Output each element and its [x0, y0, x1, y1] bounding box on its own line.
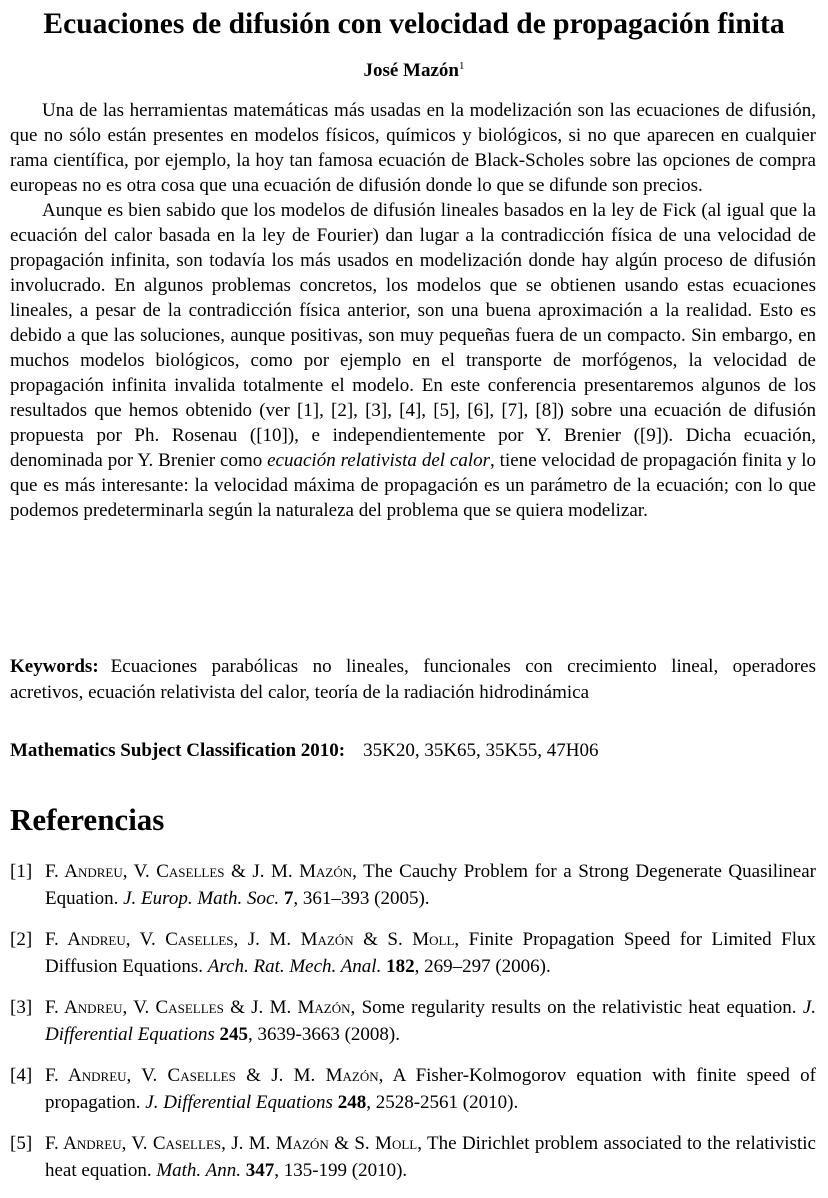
reference-item: [4] F. Andreu, V. Caselles & J. M. Mazón, A Fisher-Kolmogorov equation with finite speed of propagation. J. Differential Equations 248, 2528-2561 (2010). — [10, 1062, 816, 1116]
reference-title: A Fisher-Kolmogorov equation with finite speed of propagation. — [45, 1065, 816, 1113]
reference-item: [2] F. Andreu, V. Caselles, J. M. Mazón & S. Moll, Finite Propagation Speed for Limited Flux Diffusion Equations. Arch. Rat. Mech. Anal. 182, 269–297 (2006). — [10, 926, 816, 980]
reference-item: [1] F. Andreu, V. Caselles & J. M. Mazón, The Cauchy Problem for a Strong Degenerate Quasilinear Equation. J. Europ. Math. Soc. 7, 361–393 (2005). — [10, 858, 816, 912]
reference-journal: Arch. Rat. Mech. Anal. — [207, 956, 382, 977]
reference-number: [3] — [10, 997, 33, 1018]
reference-number: [4] — [10, 1065, 33, 1086]
reference-number: [5] — [10, 1133, 33, 1154]
reference-item: [5] F. Andreu, V. Caselles, J. M. Mazón & S. Moll, The Dirichlet problem associated to the relativistic heat equation. Math. Ann. 347, 135-199 (2010). — [10, 1130, 816, 1184]
abstract — [10, 98, 816, 523]
abstract-p2-emphasis: ecuación relativista del calor — [267, 450, 491, 471]
paper-title: Ecuaciones de difusión con velocidad de propagación finita — [43, 8, 785, 40]
reference-journal: J. Differential Equations — [145, 1092, 333, 1113]
reference-pages: , 2528-2561 (2010). — [366, 1092, 519, 1113]
reference-journal: J. Europ. Math. Soc. — [123, 888, 280, 909]
reference-number: [1] — [10, 861, 33, 882]
reference-title: Some regularity results on the relativistic heat equation. — [361, 997, 803, 1018]
abstract-paragraph-1: Una de las herramientas matemáticas más usadas en la modelización son las ecuaciones de difusión, que no sólo están presentes en modelos físicos, químicos y biológicos, si no que aparecen en cualquier rama científica, por ejemplo, la hoy tan famosa ecuación de Black-Scholes sobre las opciones de compra europeas no es otra cosa que una ecuación de difusión donde lo que se difunde son precios. — [10, 100, 816, 196]
reference-title: The Dirichlet problem associated to the relativistic heat equation. — [45, 1133, 816, 1181]
msc-classification — [10, 738, 816, 764]
references-heading: Referencias — [10, 802, 165, 837]
reference-number: [2] — [10, 929, 33, 950]
keywords-text: Ecuaciones parabólicas no lineales, funcionales con crecimiento lineal, operadores acretivos, ecuación relativista del calor, teoría de la radiación hidrodinámica — [10, 656, 816, 703]
reference-pages: , 361–393 (2005). — [293, 888, 430, 909]
reference-item: [3] F. Andreu, V. Caselles & J. M. Mazón, Some regularity results on the relativistic heat equation. J. Differential Equations 245, 3639-3663 (2008). — [10, 994, 816, 1048]
author-footnote-mark: 1 — [459, 60, 465, 72]
msc-label: Mathematics Subject Classification 2010: — [10, 740, 346, 761]
abstract-paragraph-2 — [10, 198, 816, 523]
reference-pages: , 3639-3663 (2008). — [248, 1024, 400, 1045]
author-name: José Mazón — [363, 60, 459, 81]
msc-codes: 35K20, 35K65, 35K55, 47H06 — [363, 740, 599, 761]
keywords-label: Keywords: — [10, 656, 99, 677]
references-list — [10, 858, 816, 1198]
reference-authors: F. Andreu, V. Caselles & J. M. Mazón — [45, 1065, 379, 1086]
reference-title: Finite Propagation Speed for Limited Flux Diffusion Equations. — [45, 929, 816, 977]
abstract-p2-end: , tiene velocidad de propagación finita y lo que es más interesante: la velocidad máxima de propagación es un parámetro de la ecuación; con lo que podemos predeterminarla según la naturaleza del problema que se quiera modelizar. — [10, 450, 816, 521]
reference-pages: , 269–297 (2006). — [414, 956, 551, 977]
reference-volume: 248 — [337, 1092, 367, 1113]
author-line — [0, 58, 828, 84]
reference-authors: F. Andreu, V. Caselles, J. M. Mazón & S. Moll — [45, 929, 455, 950]
abstract-p2-start: Aunque es bien sabido que los modelos de difusión lineales basados en la ley de Fick (al igual que la ecuación del calor basada en la ley de Fourier) dan lugar a la contradicción física de una velocidad de propagación infinita, son todavía los más usados en modelización donde hay algún proceso de difusión involucrado. En algunos problemas concretos, los modelos que se obtienen usando estas ecuaciones lineales, a pesar de la contradicción física anterior, son una buena aproximación a la realidad. Esto es debido a que las soluciones, aunque positivas, son muy pequeñas fuera de un compacto. Sin embargo, en muchos modelos biológicos, como por ejemplo en el transporte de morfógenos, la velocidad de propagación infinita invalida totalmente el modelo. En este conferencia presentaremos algunos de los resultados que hemos obtenido (ver [1], [2], [3], [4], [5], [6], [7], [8]) sobre una ecuación de difusión propuesta por Ph. Rosenau ([10]), e independientemente por Y. Brenier ([9]). Dicha ecuación, denominada por Y. Brenier como — [10, 200, 816, 471]
reference-authors: F. Andreu, V. Caselles, J. M. Mazón & S. Moll — [45, 1133, 418, 1154]
reference-volume: 182 — [386, 956, 415, 977]
reference-pages: , 135-199 (2010). — [274, 1160, 408, 1181]
reference-authors: F. Andreu, V. Caselles & J. M. Mazón — [45, 861, 353, 882]
reference-volume: 7 — [283, 888, 294, 909]
reference-volume: 245 — [219, 1024, 249, 1045]
reference-journal: Math. Ann. — [156, 1160, 241, 1181]
reference-authors: F. Andreu, V. Caselles & J. M. Mazón — [45, 997, 351, 1018]
keywords — [10, 654, 816, 706]
reference-volume: 347 — [245, 1160, 275, 1181]
reference-journal: J. Differential Equations — [45, 997, 817, 1045]
reference-title: The Cauchy Problem for a Strong Degenerate Quasilinear Equation. — [45, 861, 817, 909]
